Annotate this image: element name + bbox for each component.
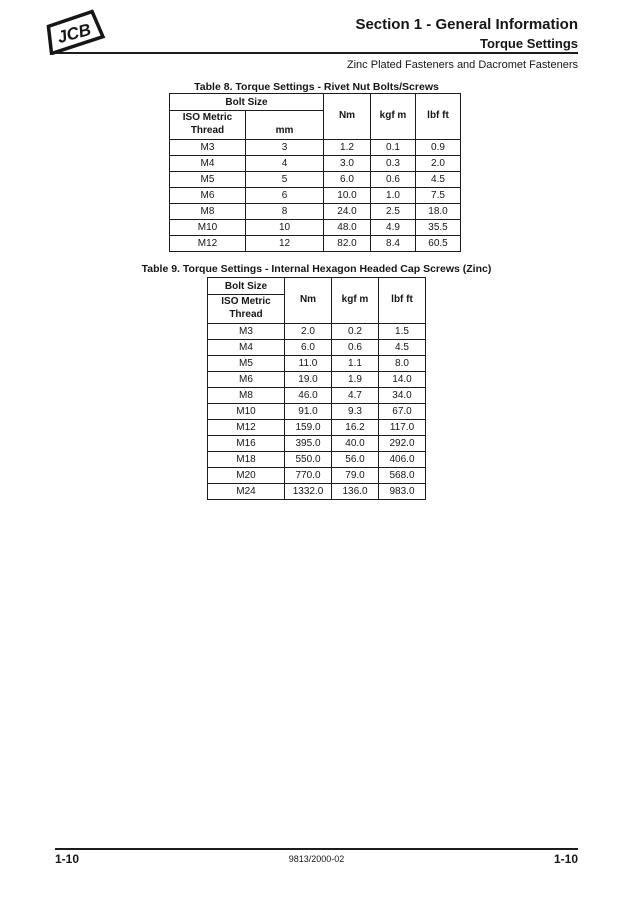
torque-table-hex-cap-screws: [207, 277, 426, 500]
kgfm-cell: 56.0: [332, 452, 379, 468]
thread-size-cell: M12: [208, 420, 285, 436]
nm-cell: 19.0: [285, 372, 332, 388]
kgfm-header: kgf m: [371, 94, 416, 140]
lbfft-cell: 14.0: [379, 372, 426, 388]
nm-cell: 82.0: [324, 236, 371, 252]
mm-cell: 4: [246, 156, 324, 172]
lbfft-cell: 292.0: [379, 436, 426, 452]
lbfft-cell: 1.5: [379, 324, 426, 340]
lbfft-cell: 983.0: [379, 484, 426, 500]
nm-cell: 91.0: [285, 404, 332, 420]
nm-cell: 395.0: [285, 436, 332, 452]
thread-size-cell: M5: [170, 172, 246, 188]
kgfm-header: kgf m: [332, 278, 379, 324]
kgfm-cell: 1.9: [332, 372, 379, 388]
nm-cell: 3.0: [324, 156, 371, 172]
table-row: [208, 452, 426, 468]
lbfft-cell: 34.0: [379, 388, 426, 404]
kgfm-cell: 0.2: [332, 324, 379, 340]
thread-size-cell: M18: [208, 452, 285, 468]
table-row: [208, 324, 426, 340]
kgfm-cell: 136.0: [332, 484, 379, 500]
thread-size-cell: M3: [170, 140, 246, 156]
kgfm-cell: 0.1: [371, 140, 416, 156]
nm-cell: 1.2: [324, 140, 371, 156]
jcb-logo-text: JCB: [55, 19, 94, 48]
thread-header: ISO Metric Thread: [208, 295, 285, 324]
kgfm-cell: 0.6: [332, 340, 379, 356]
mm-cell: 8: [246, 204, 324, 220]
lbfft-cell: 60.5: [416, 236, 461, 252]
nm-cell: 24.0: [324, 204, 371, 220]
kgfm-cell: 4.9: [371, 220, 416, 236]
nm-cell: 159.0: [285, 420, 332, 436]
lbfft-cell: 35.5: [416, 220, 461, 236]
lbfft-cell: 117.0: [379, 420, 426, 436]
table8-caption: Table 8. Torque Settings - Rivet Nut Bolts/Screws: [194, 81, 439, 93]
table-row: [170, 188, 461, 204]
table-header-row: [208, 278, 426, 295]
nm-cell: 550.0: [285, 452, 332, 468]
bolt-size-header: Bolt Size: [208, 278, 285, 295]
nm-header: Nm: [285, 278, 332, 324]
kgfm-cell: 4.7: [332, 388, 379, 404]
footer-page-number-right: 1-10: [553, 852, 578, 866]
nm-cell: 48.0: [324, 220, 371, 236]
page-title: Torque Settings: [480, 35, 578, 51]
table-row: [170, 220, 461, 236]
lbfft-cell: 568.0: [379, 468, 426, 484]
nm-cell: 6.0: [324, 172, 371, 188]
nm-cell: 2.0: [285, 324, 332, 340]
table-row: [208, 436, 426, 452]
thread-size-cell: M16: [208, 436, 285, 452]
nm-cell: 6.0: [285, 340, 332, 356]
kgfm-cell: 16.2: [332, 420, 379, 436]
kgfm-cell: 2.5: [371, 204, 416, 220]
thread-header: ISO Metric Thread: [170, 111, 246, 140]
torque-table-rivet-nut: [169, 93, 461, 252]
header: [355, 15, 578, 52]
kgfm-cell: 40.0: [332, 436, 379, 452]
thread-size-cell: M8: [208, 388, 285, 404]
table-row: [208, 340, 426, 356]
table9-caption: Table 9. Torque Settings - Internal Hexagon Headed Cap Screws (Zinc): [141, 263, 492, 275]
lbfft-cell: 406.0: [379, 452, 426, 468]
table-row: [208, 420, 426, 436]
mm-cell: 3: [246, 140, 324, 156]
thread-size-cell: M6: [170, 188, 246, 204]
thread-size-cell: M4: [208, 340, 285, 356]
thread-size-cell: M20: [208, 468, 285, 484]
page-subheading: Zinc Plated Fasteners and Dacromet Fasteners: [346, 59, 578, 71]
kgfm-cell: 79.0: [332, 468, 379, 484]
table-row: [170, 140, 461, 156]
table-header-row: [170, 94, 461, 111]
table-row: [170, 204, 461, 220]
lbfft-header: lbf ft: [379, 278, 426, 324]
thread-size-cell: M5: [208, 356, 285, 372]
kgfm-cell: 1.1: [332, 356, 379, 372]
lbfft-header: lbf ft: [416, 94, 461, 140]
kgfm-cell: 1.0: [371, 188, 416, 204]
nm-header: Nm: [324, 94, 371, 140]
mm-cell: 10: [246, 220, 324, 236]
nm-cell: 770.0: [285, 468, 332, 484]
kgfm-cell: 0.6: [371, 172, 416, 188]
lbfft-cell: 18.0: [416, 204, 461, 220]
lbfft-cell: 8.0: [379, 356, 426, 372]
mm-cell: 5: [246, 172, 324, 188]
thread-size-cell: M3: [208, 324, 285, 340]
thread-size-cell: M10: [208, 404, 285, 420]
footer-page-number-left: 1-10: [55, 852, 80, 866]
table-row: [170, 156, 461, 172]
kgfm-cell: 9.3: [332, 404, 379, 420]
footer-document-number: 9813/2000-02: [288, 854, 345, 864]
thread-size-cell: M24: [208, 484, 285, 500]
lbfft-cell: 2.0: [416, 156, 461, 172]
kgfm-cell: 8.4: [371, 236, 416, 252]
lbfft-cell: 67.0: [379, 404, 426, 420]
lbfft-cell: 4.5: [416, 172, 461, 188]
bolt-size-header: Bolt Size: [170, 94, 324, 111]
thread-size-cell: M4: [170, 156, 246, 172]
lbfft-cell: 7.5: [416, 188, 461, 204]
lbfft-cell: 0.9: [416, 140, 461, 156]
thread-size-cell: M6: [208, 372, 285, 388]
mm-cell: 12: [246, 236, 324, 252]
table-row: [170, 236, 461, 252]
thread-size-cell: M10: [170, 220, 246, 236]
table-row: [208, 372, 426, 388]
nm-cell: 46.0: [285, 388, 332, 404]
table-row: [208, 356, 426, 372]
table-row: [208, 484, 426, 500]
table-row: [208, 468, 426, 484]
mm-cell: 6: [246, 188, 324, 204]
nm-cell: 11.0: [285, 356, 332, 372]
kgfm-cell: 0.3: [371, 156, 416, 172]
header-divider: [55, 52, 578, 54]
table-row: [208, 404, 426, 420]
thread-size-cell: M8: [170, 204, 246, 220]
nm-cell: 10.0: [324, 188, 371, 204]
table-row: [170, 172, 461, 188]
thread-size-cell: M12: [170, 236, 246, 252]
mm-header: mm: [246, 111, 324, 140]
nm-cell: 1332.0: [285, 484, 332, 500]
section-title: Section 1 - General Information: [355, 16, 578, 33]
footer-divider: [55, 848, 578, 850]
table-row: [208, 388, 426, 404]
lbfft-cell: 4.5: [379, 340, 426, 356]
